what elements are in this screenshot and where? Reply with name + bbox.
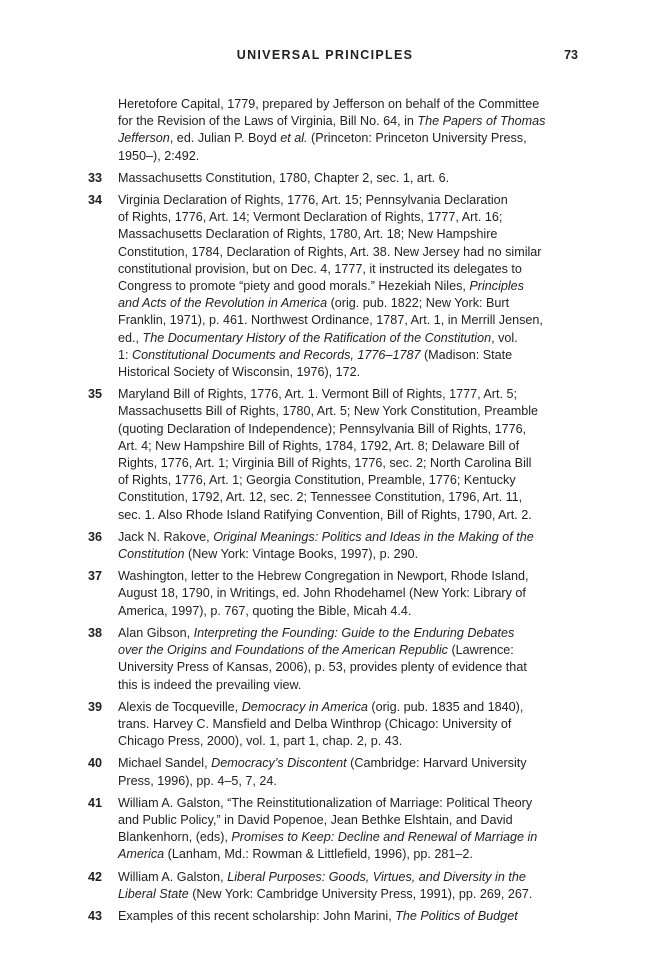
endnote-text — [118, 96, 588, 165]
endnote-text — [118, 795, 588, 864]
endnote-number: 36 — [88, 529, 103, 544]
endnote — [88, 908, 588, 925]
endnote-text-run: , ed. Julian P. Boyd — [169, 131, 281, 146]
endnote-text-run: (New York: Cambridge University Press, 1991), pp. 269, 267. — [188, 886, 533, 901]
endnote-italic-title: Promises to Keep: Decline and Renewal of Marriage in America — [118, 830, 538, 862]
endnote-number: 38 — [88, 625, 103, 640]
endnote-text — [118, 625, 588, 694]
endnote-italic-title: Principles and Acts of the Revolution in America — [118, 279, 524, 311]
endnote-text-run: Jack N. Rakove, — [118, 529, 214, 544]
running-head: UNIVERSAL PRINCIPLES — [236, 48, 414, 62]
endnote-number: 41 — [88, 795, 103, 810]
endnote-italic-title: Democracy in America — [241, 699, 368, 714]
endnote-number: 34 — [88, 193, 103, 208]
page-header — [0, 48, 650, 66]
endnote — [88, 625, 588, 694]
endnote-text-run: (orig. pub. 1822; New York: Burt Franklin, 1971), p. 461. Northwest Ordinance, 1787, Art. 1, in Merrill Jensen, ed., — [118, 296, 543, 345]
endnote-text — [118, 529, 588, 563]
endnote-text-run: Michael Sandel, — [118, 756, 212, 771]
endnote-number: 33 — [88, 170, 103, 185]
endnote — [88, 529, 588, 563]
endnote-text-run: (orig. pub. 1835 and 1840), trans. Harvey C. Mansfield and Delba Winthrop (Chicago: University of Chicago Press, 2000), vol. 1, part 1, chap. 2, p. 43. — [118, 699, 524, 749]
endnote-text — [118, 908, 588, 925]
endnote-text-run: Alan Gibson, — [118, 625, 194, 640]
endnote-text-run: , vol. 1: — [118, 330, 518, 362]
endnote — [88, 795, 588, 864]
endnote-text — [118, 386, 588, 524]
endnote-italic-title: The Papers of Thomas Jefferson — [118, 114, 546, 146]
endnote-number: 39 — [88, 699, 103, 714]
endnote-text-run: (Cambridge: Harvard University Press, 1996), pp. 4–5, 7, 24. — [118, 756, 527, 788]
endnote-text-run: (Madison: State Historical Society of Wisconsin, 1976), 172. — [118, 347, 513, 380]
endnote-text-run: William A. Galston, “The Reinstitutionalization of Marriage: Political Theory and Public Policy,” in David Popenoe, Jean Bethke Elshtain, and David Blankenhorn, (eds), — [118, 795, 533, 845]
endnote-text-run: (Princeton: Princeton University Press, 1950–), 2:492. — [118, 131, 527, 163]
endnote-italic-title: Liberal Purposes: Goods, Virtues, and Diversity in the Liberal State — [118, 869, 526, 901]
endnote-text — [118, 755, 588, 789]
endnote-number: 40 — [88, 756, 103, 771]
endnote — [88, 96, 588, 165]
endnote-text-run: Alexis de Tocqueville, — [118, 699, 242, 714]
endnote-text — [118, 869, 588, 903]
endnote-italic-title: Original Meanings: Politics and Ideas in the Making of the Constitution — [118, 529, 534, 562]
endnote-text — [118, 699, 588, 751]
endnote-text-run: William A. Galston, — [118, 869, 228, 884]
endnote — [88, 755, 588, 789]
endnote — [88, 386, 588, 524]
endnote — [88, 699, 588, 751]
endnote-italic-title: Democracy’s Discontent — [211, 756, 347, 771]
endnote-number: 37 — [88, 569, 103, 584]
endnote-text-run: (Lanham, Md.: Rowman & Littlefield, 1996), pp. 281–2. — [164, 847, 473, 862]
endnote-text-run: (New York: Vintage Books, 1997), p. 290. — [184, 547, 419, 562]
endnote-italic-title: et al. — [280, 131, 308, 146]
endnote-text-run: (Lawrence: University Press of Kansas, 2006), p. 53, provides plenty of evidence that this is indeed the prevailing view. — [118, 643, 527, 692]
endnote-text — [118, 568, 588, 620]
endnote-text — [118, 170, 588, 187]
endnote-text-run: Washington, letter to the Hebrew Congregation in Newport, Rhode Island, August 18, 1790, in Writings, ed. John Rhodehamel (New York: Library of America, 1997), p. 767, quoting the Bible, Micah 4.4. — [118, 569, 529, 618]
endnote-text — [118, 192, 588, 381]
endnote-text-run: Heretofore Capital, 1779, prepared by Jefferson on behalf of the Committee for the Revision of the Laws of Virginia, Bill No. 64, in — [118, 97, 540, 129]
endnote-italic-title: Constitutional Documents and Records, 1776–1787 — [132, 347, 421, 362]
endnote — [88, 869, 588, 903]
endnote-text-run: Massachusetts Constitution, 1780, Chapter 2, sec. 1, art. 6. — [118, 170, 450, 185]
endnote — [88, 192, 588, 381]
endnote-text-run: Maryland Bill of Rights, 1776, Art. 1. Vermont Bill of Rights, 1777, Art. 5; Massachusetts Bill of Rights, 1780, Art. 5; New York Constitution, Preamble (quoting Declaration of Independence); Pennsylvania Bill of Rights, 1776, Art. 4; New Hampshire Bill of Rights, 1784, 1792, Art. 8; Delaware Bill of Rights, 1776, Art. 1; Virginia Bill of Rights, 1776, sec. 2; North Carolina Bill of Rights, 1776, Art. 1; Georgia Constitution, Preamble, 1776; Kentucky Constitution, 1792, Art. 12, sec. 2; Tennessee Constitution, 1796, Art. 11, sec. 1. Also Rhode Island Ratifying Convention, Bill of Rights, 1790, Art. 2. — [118, 387, 538, 522]
endnote-italic-title: The Documentary History of the Ratification of the Constitution — [142, 330, 492, 345]
endnote-number: 42 — [88, 869, 103, 884]
endnote-number: 35 — [88, 387, 103, 402]
endnote-text-run: Virginia Declaration of Rights, 1776, Art. 15; Pennsylvania Declaration of Rights, 1776, Art. 14; Vermont Declaration of Rights, 1777, Art. 16; Massachusetts Declaration of Rights, 1780, Art. 18; New Hampshire Constitution, 1784, Declaration of Rights, Art. 38. New Jersey had no similar constitutional provision, but on Dec. 4, 1777, it instructed its delegates to Congress to promote “piety and good morals.” Hezekiah Niles, — [118, 193, 542, 294]
endnote-italic-title: Interpreting the Founding: Guide to the Enduring Debates over the Origins and Foundations of the American Republic — [118, 625, 515, 658]
endnote-italic-title: The Politics of Budget — [395, 908, 518, 923]
endnotes-list — [88, 96, 588, 930]
page-number: 73 — [564, 48, 578, 62]
endnote-number: 43 — [88, 908, 103, 923]
endnote — [88, 170, 588, 187]
endnote-text-run: Examples of this recent scholarship: John Marini, — [118, 908, 396, 923]
endnote — [88, 568, 588, 620]
